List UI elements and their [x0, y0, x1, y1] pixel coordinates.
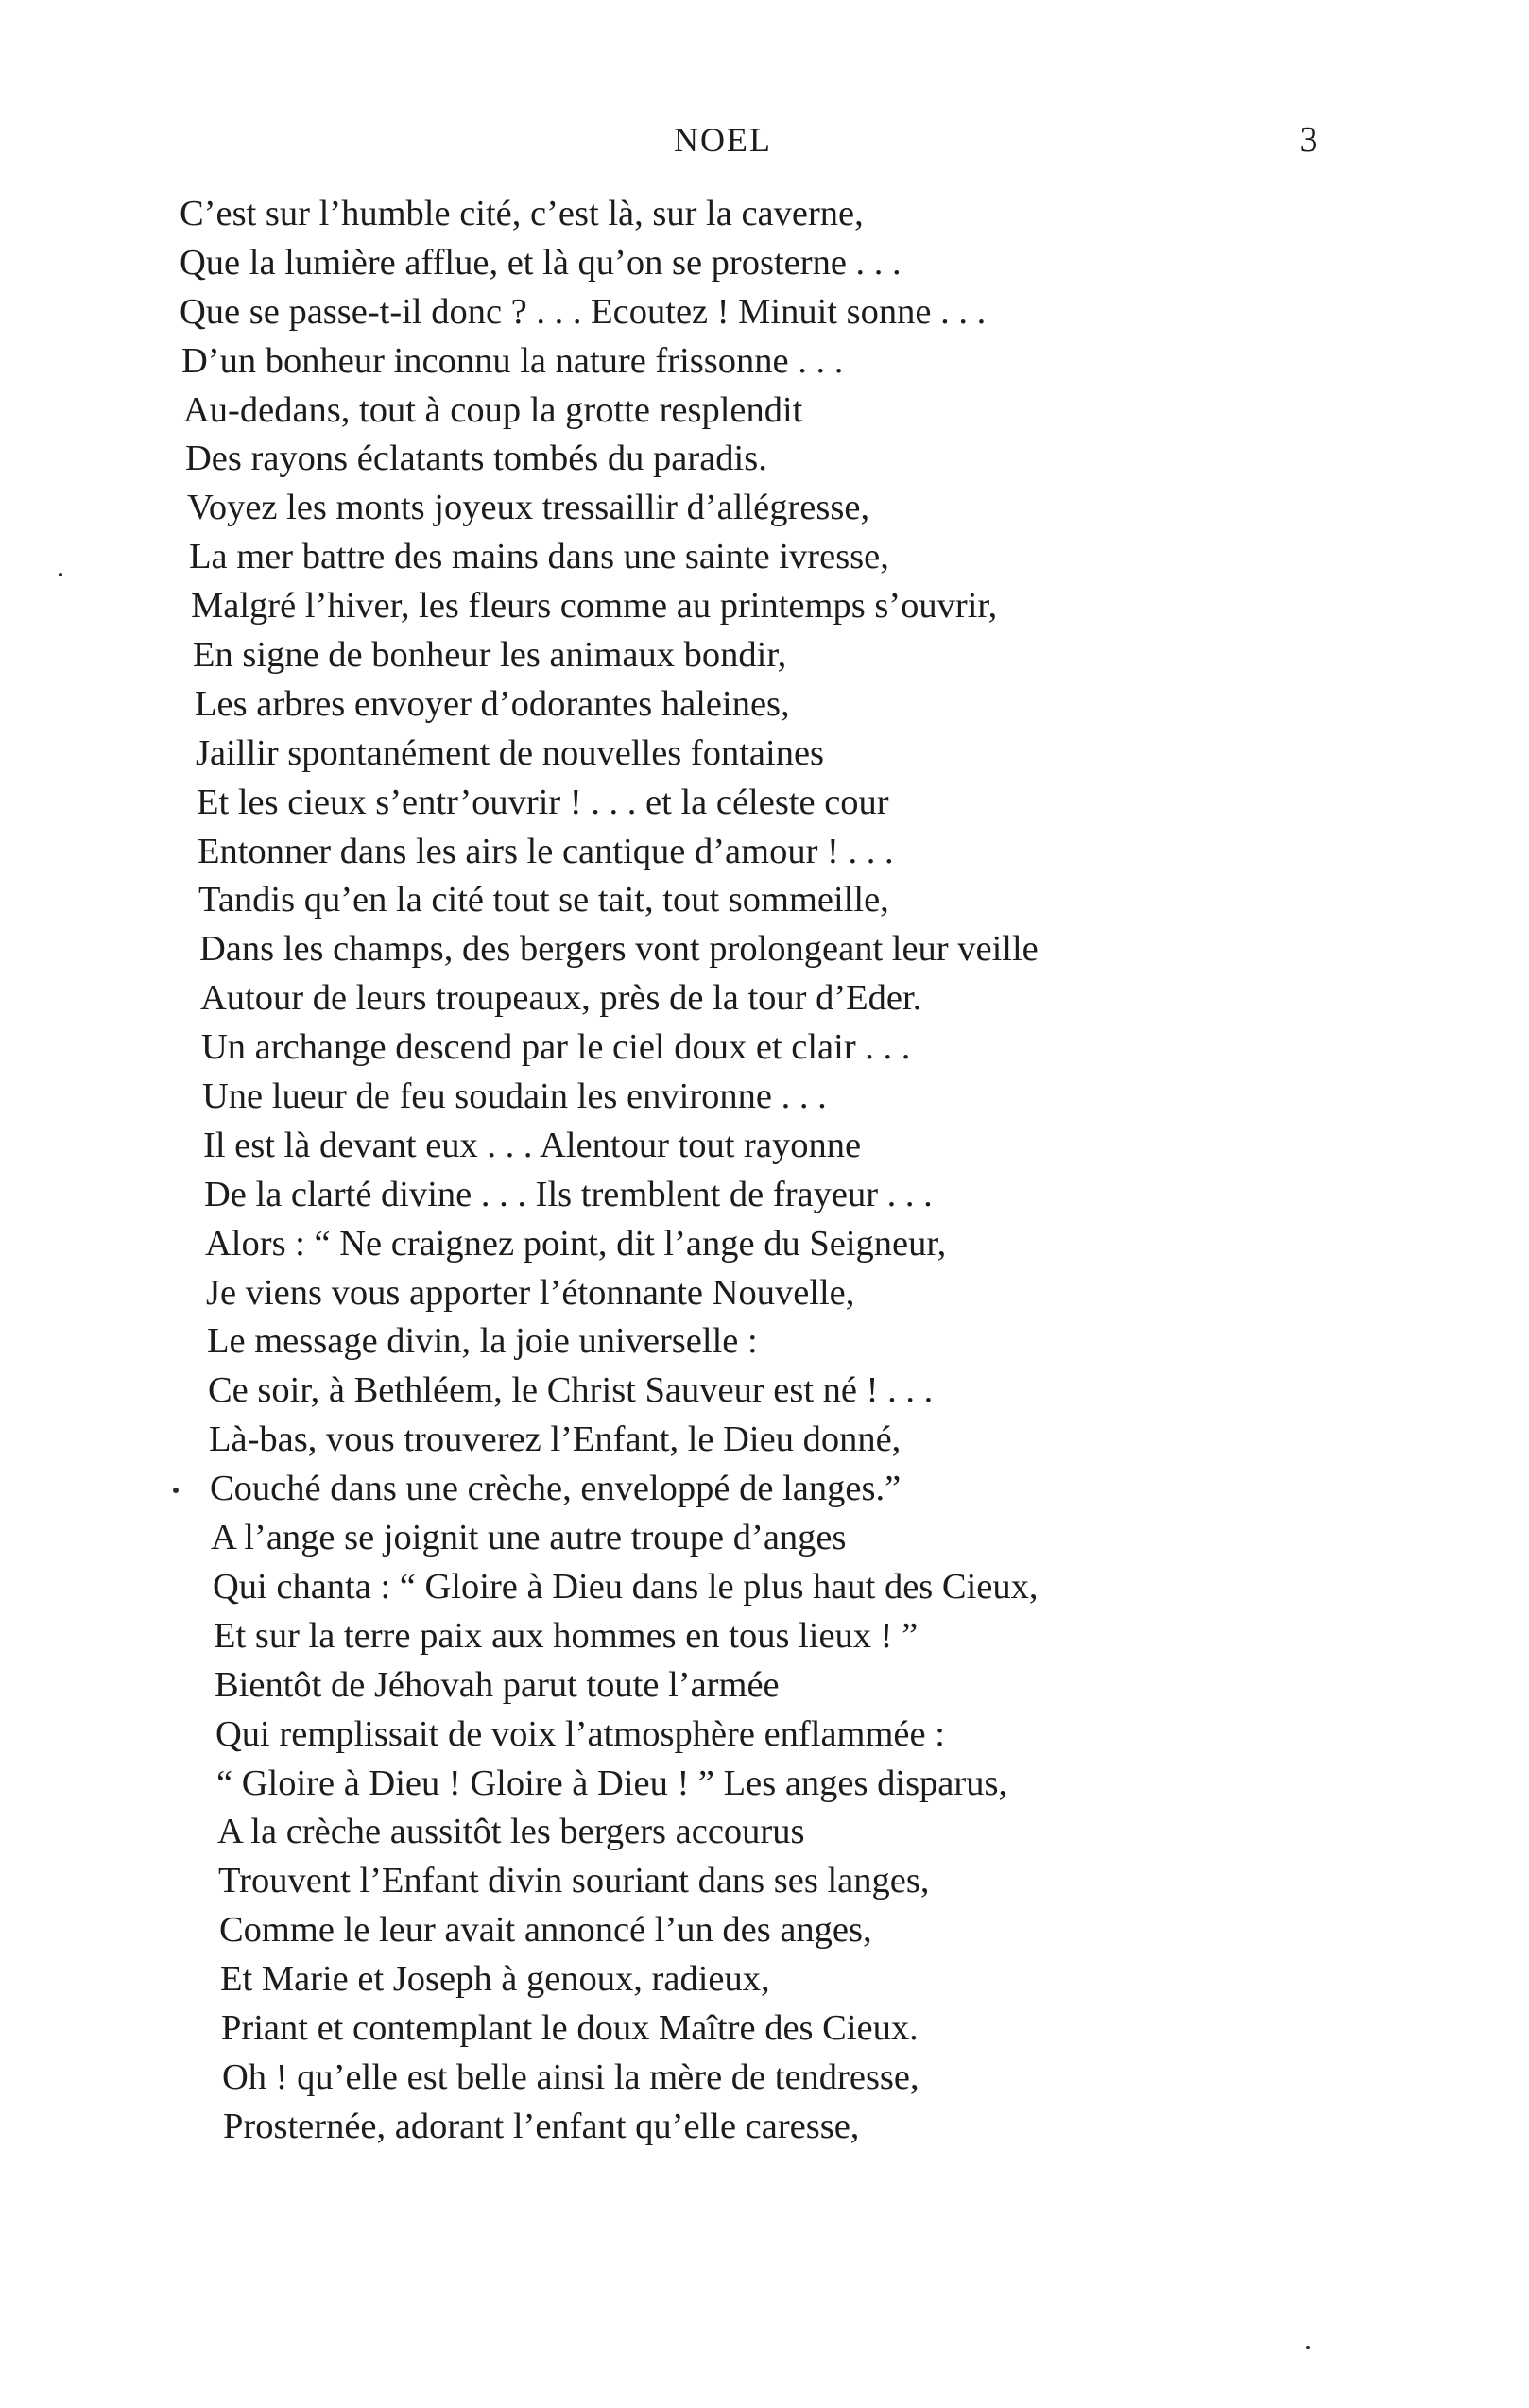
verse-line: Au-dedans, tout à coup la grotte resplendit	[183, 389, 803, 430]
verse-line: Entonner dans les airs le cantique d’amour ! . . .	[198, 831, 894, 871]
verse-line: Comme le leur avait annoncé l’un des anges,	[219, 1910, 872, 1951]
verse-line: Qui remplissait de voix l’atmosphère enflammée :	[215, 1713, 945, 1754]
verse-line: La mer battre des mains dans une sainte ivresse,	[189, 537, 889, 577]
verse-line: Et sur la terre paix aux hommes en tous lieux ! ”	[214, 1615, 919, 1656]
ink-speck	[1306, 2346, 1310, 2349]
verse-line: Le message divin, la joie universelle :	[207, 1321, 758, 1362]
verse-line: Et les cieux s’entr’ouvrir ! . . . et la céleste cour	[197, 782, 889, 822]
page-number: 3	[1299, 120, 1318, 160]
ink-speck	[173, 1488, 179, 1493]
verse-line: Alors : “ Ne craignez point, dit l’ange du Seigneur,	[205, 1223, 947, 1264]
verse-line: A la crèche aussitôt les bergers accourus	[217, 1812, 805, 1852]
ink-speck	[59, 573, 62, 576]
verse-line: Voyez les monts joyeux tressaillir d’allégresse,	[187, 488, 870, 528]
verse-line: Les arbres envoyer d’odorantes haleines,	[195, 683, 790, 724]
poem-text	[180, 189, 1503, 2151]
verse-line: Prosternée, adorant l’enfant qu’elle caresse,	[223, 2106, 860, 2146]
verse-line: Une lueur de feu soudain les environne . . .	[202, 1076, 827, 1117]
running-title: NOEL	[674, 121, 772, 159]
verse-line: C’est sur l’humble cité, c’est là, sur la caverne,	[180, 194, 864, 233]
verse-line: Des rayons éclatants tombés du paradis.	[185, 439, 767, 479]
verse-line: Qui chanta : “ Gloire à Dieu dans le plus haut des Cieux,	[213, 1566, 1039, 1607]
verse-line: En signe de bonheur les animaux bondir,	[193, 635, 787, 676]
verse-line: De la clarté divine . . . Ils tremblent de frayeur . . .	[204, 1174, 933, 1214]
verse-line: Tandis qu’en la cité tout se tait, tout sommeille,	[198, 880, 889, 920]
verse-line: Autour de leurs troupeaux, près de la tour d’Eder.	[200, 978, 922, 1019]
verse-line: Jaillir spontanément de nouvelles fontaines	[196, 732, 825, 773]
verse-line: Oh ! qu’elle est belle ainsi la mère de tendresse,	[222, 2056, 919, 2097]
verse-line: “ Gloire à Dieu ! Gloire à Dieu ! ” Les anges disparus,	[216, 1763, 1008, 1803]
verse-line: A l’ange se joignit une autre troupe d’anges	[211, 1518, 847, 1558]
verse-line: Que la lumière afflue, et là qu’on se prosterne . . .	[180, 242, 902, 283]
verse-line: Dans les champs, des bergers vont prolongeant leur veille	[199, 929, 1039, 970]
verse-line: Que se passe-t-il donc ? . . . Ecoutez ! Minuit sonne . . .	[180, 291, 987, 332]
verse-line: Là-bas, vous trouverez l’Enfant, le Dieu donné,	[209, 1419, 902, 1460]
verse-line: Trouvent l’Enfant divin souriant dans ses langes,	[218, 1861, 930, 1901]
verse-line: Malgré l’hiver, les fleurs comme au printemps s’ouvrir,	[191, 586, 998, 627]
verse-line: Il est là devant eux . . . Alentour tout rayonne	[203, 1125, 862, 1165]
verse-line: Bientôt de Jéhovah parut toute l’armée	[215, 1664, 780, 1705]
verse-line: Un archange descend par le ciel doux et clair . . .	[201, 1027, 911, 1068]
verse-line: Couché dans une crèche, enveloppé de langes.”	[210, 1469, 902, 1509]
verse-line: Priant et contemplant le doux Maître des Cieux.	[221, 2007, 919, 2048]
verse-line: Je viens vous apporter l’étonnante Nouvelle,	[206, 1272, 855, 1313]
running-head	[0, 112, 1529, 168]
verse-line: Ce soir, à Bethléem, le Christ Sauveur est né ! . . .	[208, 1370, 934, 1411]
verse-line: Et Marie et Joseph à genoux, radieux,	[220, 1959, 770, 2000]
verse-line: D’un bonheur inconnu la nature frissonne . . .	[181, 340, 844, 381]
